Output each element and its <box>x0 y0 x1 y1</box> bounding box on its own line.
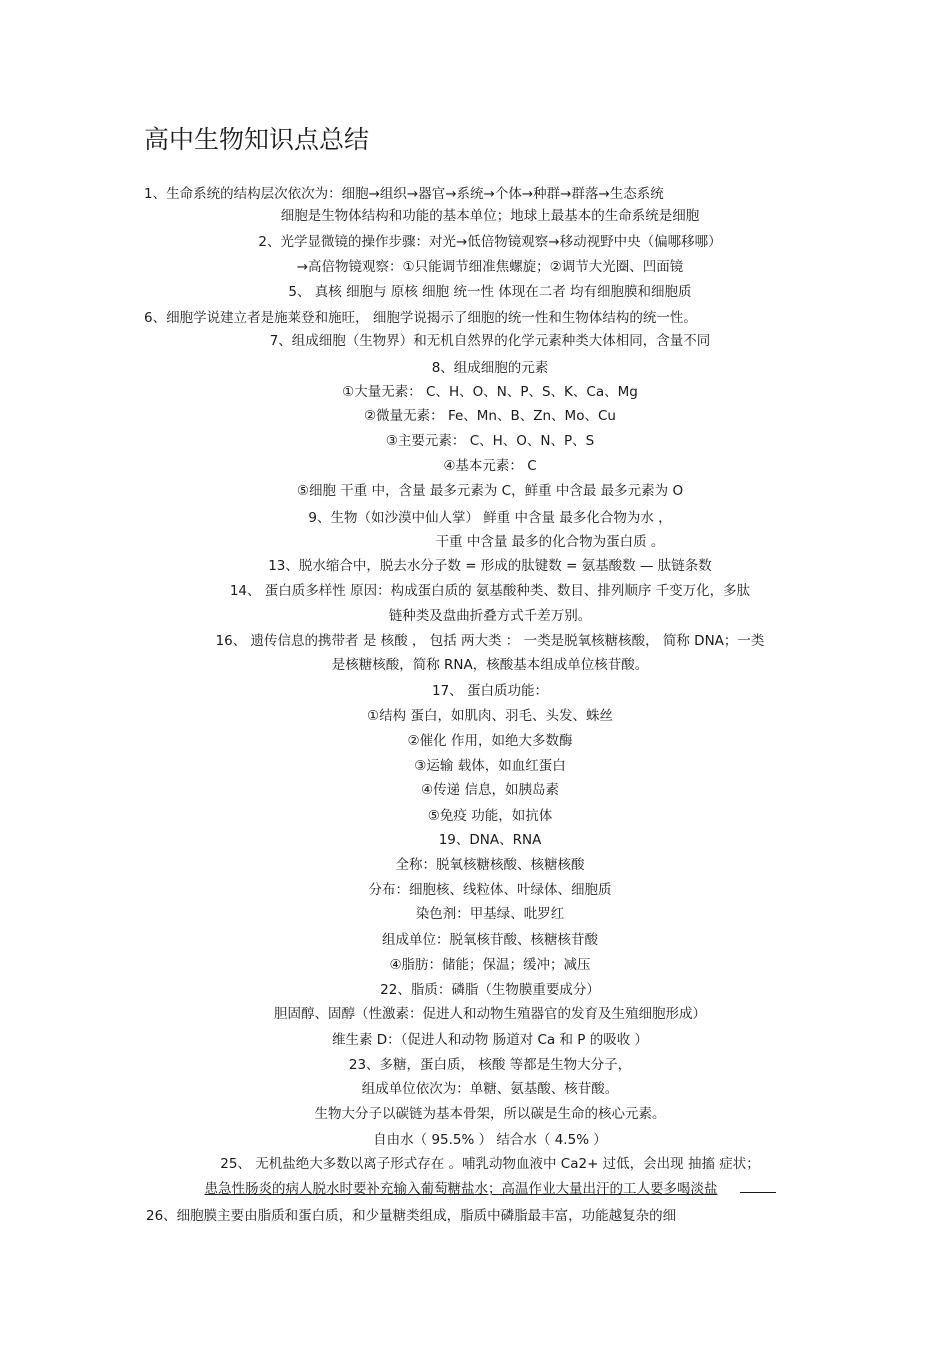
line-21: 17、 蛋白质功能： <box>432 683 548 699</box>
line-26: ⑤免疫 功能，如抗体 <box>427 808 553 824</box>
line-2: 细胞是生物体结构和功能的基本单位；地球上最基本的生命系统是细胞 <box>280 208 700 224</box>
line-23: ②催化 作用，如绝大多数酶 <box>407 733 573 749</box>
line-25: ④传递 信息，如胰岛素 <box>421 782 559 798</box>
line-34: 胆固醇、固醇（性激素：促进人和动物生殖器官的发育及生殖细胞形成） <box>274 1006 706 1022</box>
line-39: 自由水（ 95.5% ） 结合水（ 4.5% ） <box>373 1132 607 1148</box>
line-18: 链种类及盘曲折叠方式千差万别。 <box>388 608 592 624</box>
line-20: 是核糖核酸，简称 RNA，核酸基本组成单位核苷酸。 <box>331 657 649 673</box>
line-7: 7、组成细胞（生物界）和无机自然界的化学元素种类大体相同，含量不同 <box>269 333 711 349</box>
line-15: 干重 中含量 最多的化合物为蛋白质 。 <box>435 534 665 550</box>
line-3: 2、光学显微镜的操作步骤：对光→低倍物镜观察→移动视野中央（偏哪移哪） <box>258 234 722 250</box>
line-33: 22、脂质：磷脂（生物膜重要成分） <box>380 982 600 998</box>
line-12: ④基本元素： C <box>443 458 537 474</box>
line-14: 9、生物（如沙漠中仙人掌） 鲜重 中含量 最多化合物为水 ， <box>308 510 672 526</box>
page-title: 高中生物知识点总结 <box>144 125 370 154</box>
line-41: 患急性肠炎的病人脱水时要补充输入葡萄糖盐水；高温作业大量出汗的工人要多喝淡盐 <box>204 1181 718 1197</box>
line-6: 6、细胞学说建立者是施莱登和施旺， 细胞学说揭示了细胞的统一性和生物体结构的统一性。 <box>144 310 697 326</box>
line-42: 26、细胞膜主要由脂质和蛋白质，和少量糖类组成，脂质中磷脂最丰富，功能越复杂的细 <box>146 1208 677 1224</box>
line-1: 1、生命系统的结构层次依次为：细胞→组织→器官→系统→个体→种群→群落→生态系统 <box>144 186 664 202</box>
line-27: 19、DNA、RNA <box>438 832 542 848</box>
line-10: ②微量无素： Fe、Mn、B、Zn、Mo、Cu <box>364 408 616 424</box>
line-29: 分布：细胞核、线粒体、叶绿体、细胞质 <box>368 882 612 898</box>
line-28: 全称：脱氧核糖核酸、核糖核酸 <box>395 857 585 873</box>
line-36: 23、多糖，蛋白质， 核酸 等都是生物大分子， <box>348 1057 632 1073</box>
line-9: ①大量无素： C、H、O、N、P、S、K、Ca、Mg <box>342 384 638 400</box>
line-31: 组成单位：脱氧核苷酸、核糖核苷酸 <box>382 932 598 948</box>
line-17: 14、 蛋白质多样性 原因：构成蛋白质的 氨基酸种类、数目、排列顺序 千变万化，多肽 <box>229 583 751 599</box>
line-11: ③主要元素： C、H、O、N、P、S <box>385 433 595 449</box>
line-19: 16、 遗传信息的携带者 是 核酸 ， 包括 两大类 ： 一类是脱氧核糖核酸， 简称 DNA；一类 <box>215 633 765 649</box>
line-40: 25、 无机盐绝大多数以离子形式存在 。哺乳动物血液中 Ca2+ 过低，会出现 抽搐 症状； <box>220 1156 760 1172</box>
line-22: ①结构 蛋白，如肌肉、羽毛、头发、蛛丝 <box>367 708 613 724</box>
line-41-wrap <box>90 1178 890 1200</box>
line-32: ④脂肪：储能；保温；缓冲；减压 <box>389 957 591 973</box>
line-30: 染色剂：甲基绿、吡罗红 <box>415 906 565 922</box>
line-38: 生物大分子以碳链为基本骨架，所以碳是生命的核心元素。 <box>314 1106 666 1122</box>
line-8: 8、组成细胞的元素 <box>431 360 549 376</box>
line-24: ③运输 载体，如血红蛋白 <box>414 758 566 774</box>
line-5: 5、 真核 细胞与 原核 细胞 统一性 体现在二者 均有细胞膜和细胞质 <box>288 284 692 300</box>
line-35: 维生素 D：（促进人和动物 肠道对 Ca 和 P 的吸收 ） <box>331 1032 649 1048</box>
line-16: 13、脱水缩合中，脱去水分子数 = 形成的肽键数 = 氨基酸数 — 肽链条数 <box>268 558 712 574</box>
line-13: ⑤细胞 干重 中，含量 最多元素为 C，鲜重 中含最 最多元素为 O <box>296 483 684 499</box>
fill-blank <box>740 1178 776 1193</box>
line-4: →高倍物镜观察：①只能调节细准焦螺旋；②调节大光圈、凹面镜 <box>296 259 684 275</box>
line-37: 组成单位依次为：单糖、氨基酸、核苷酸。 <box>361 1081 619 1097</box>
